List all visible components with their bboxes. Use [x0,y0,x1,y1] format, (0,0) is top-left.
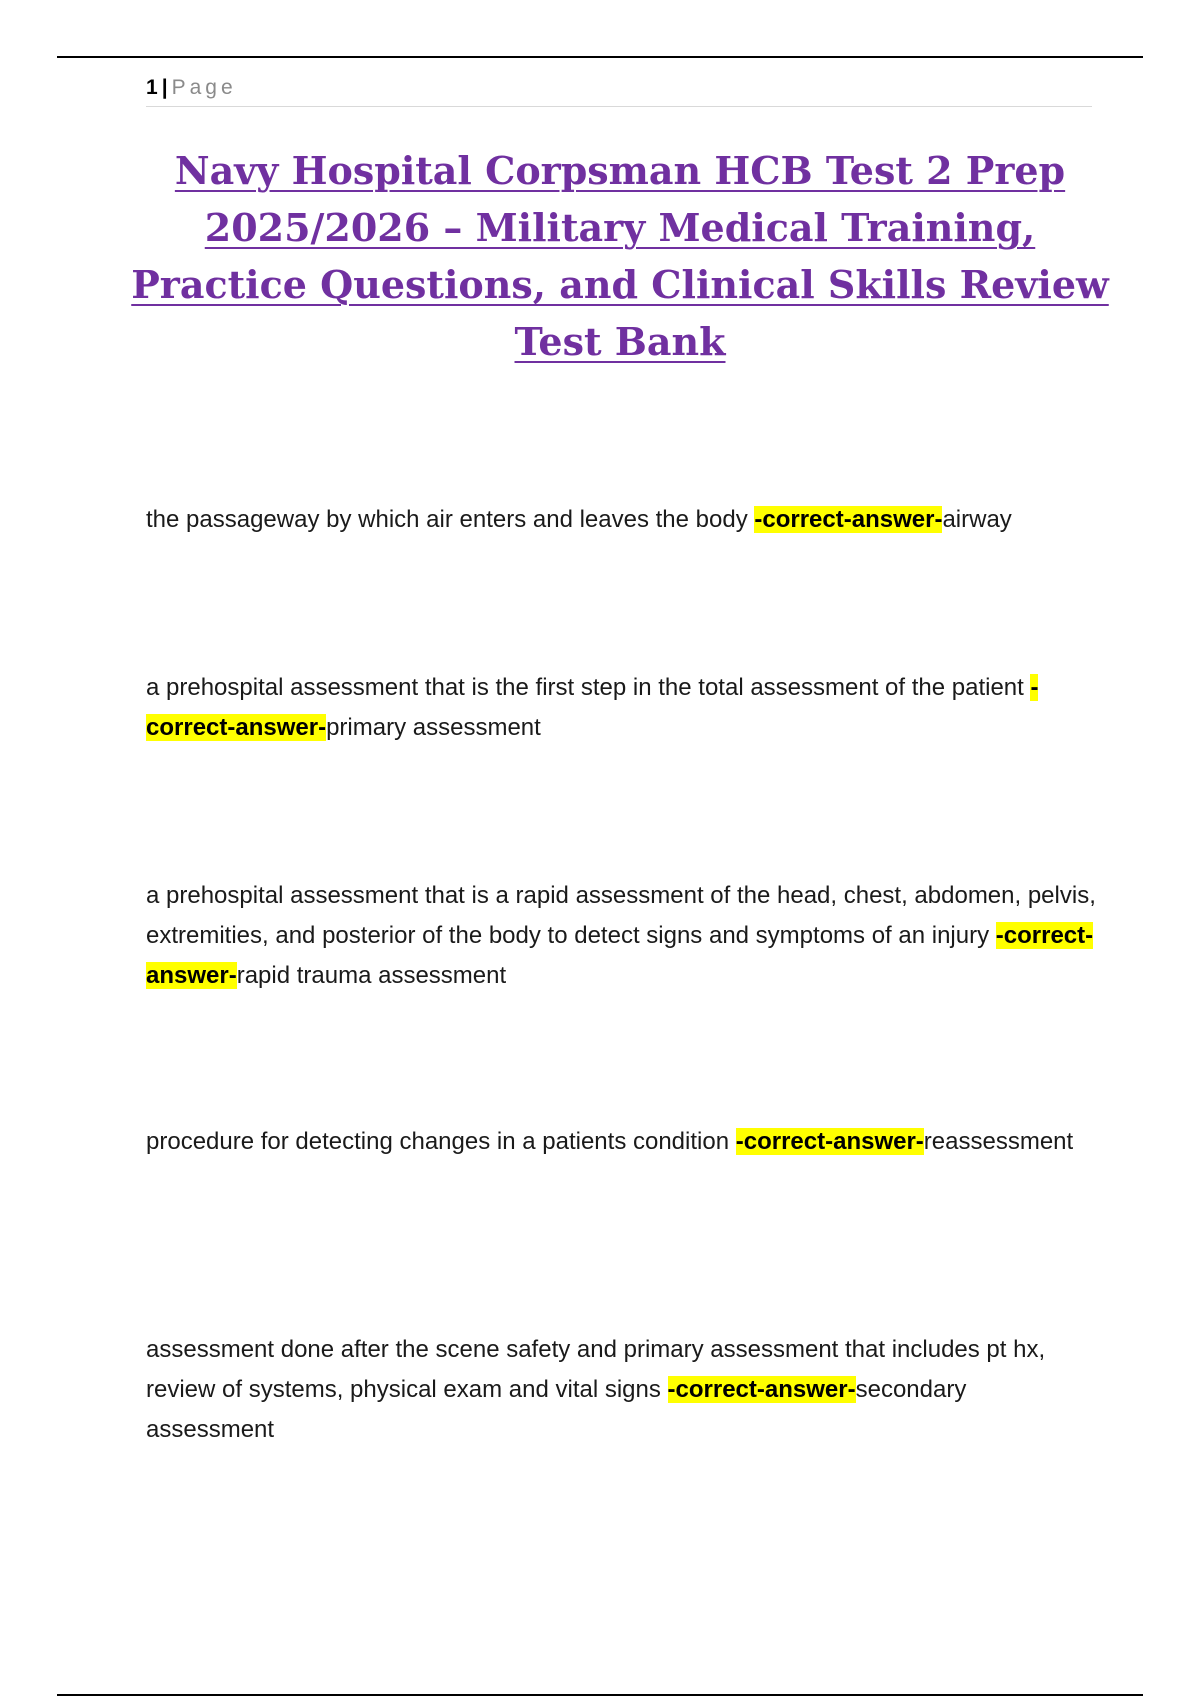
page-separator: | [161,76,168,99]
answer-text: reassessment [923,1128,1074,1155]
correct-answer-marker: -correct-answer- [754,506,943,533]
correct-answer-marker: -correct-answer- [735,1128,924,1155]
correct-answer-marker: -correct-answer- [146,674,1039,741]
question-text: the passageway by which air enters and leaves the body [146,506,755,533]
question-item [146,1330,1096,1450]
top-rule [57,56,1143,58]
correct-answer-marker: -correct-answer- [667,1376,856,1403]
document-title: Navy Hospital Corpsman HCB Test 2 Prep 2025/2026 – Military Medical Training, Practice Questions, and Clinical Skills Review Test Bank [131,148,1109,364]
page-header [146,74,1092,107]
question-item [146,876,1096,996]
question-text: a prehospital assessment that is the first step in the total assessment of the patient [146,674,1031,701]
question-item [146,1122,1096,1162]
answer-text: primary assessment [326,714,541,741]
question-text: assessment done after the scene safety and primary assessment that includes pt hx, review of systems, physical exam and vital signs [146,1336,1046,1403]
page-label: Page [171,76,237,99]
answer-text: rapid trauma assessment [236,962,507,989]
question-text: procedure for detecting changes in a patients condition [146,1128,736,1155]
answer-text: airway [942,506,1012,533]
question-item [146,500,1096,540]
page-number: 1 [146,76,158,99]
question-text: a prehospital assessment that is a rapid assessment of the head, chest, abdomen, pelvis, extremities, and posterior of the body to detect signs and symptoms of an injury [146,882,1096,949]
correct-answer-marker: -correct-answer- [146,922,1094,989]
bottom-rule [57,1694,1143,1696]
answer-text: secondary assessment [146,1376,967,1443]
question-item [146,668,1096,748]
